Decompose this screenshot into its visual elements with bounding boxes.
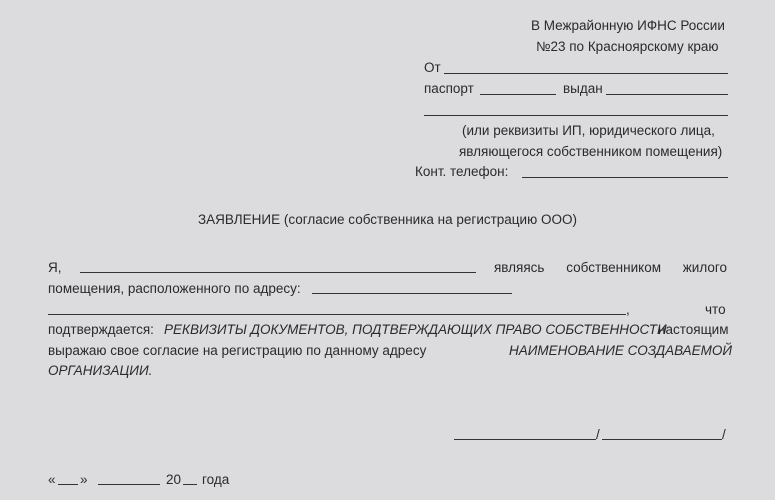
- passport-field-line: [480, 94, 556, 95]
- date-open-quote: «: [48, 472, 56, 487]
- that-text: что: [705, 302, 726, 317]
- issued-label: выдан: [563, 81, 603, 96]
- phone-label: Конт. телефон:: [415, 164, 509, 179]
- org-placeholder-2: ОРГАНИЗАЦИИ.: [48, 363, 153, 378]
- addressee-line-2: №23 по Красноярскому краю: [536, 39, 719, 54]
- requisites-note-line-1: (или реквизиты ИП, юридического лица,: [462, 123, 715, 138]
- premises-address-line: [312, 293, 512, 294]
- docs-placeholder: РЕКВИЗИТЫ ДОКУМЕНТОВ, ПОДТВЕРЖДАЮЩИХ ПРАВО СОБСТВЕННОСТИ: [164, 322, 667, 337]
- signature-slash-1: /: [596, 427, 600, 442]
- date-month-line: [98, 484, 160, 485]
- signature-line: [454, 439, 596, 440]
- being-owner-text: являясь собственником жилого: [494, 260, 727, 275]
- year-suffix: года: [202, 472, 230, 487]
- date-day-line: [58, 484, 78, 485]
- addressee-line-1: В Межрайонную ИФНС России: [531, 18, 725, 33]
- year-prefix: 20: [166, 472, 182, 487]
- phone-field-line: [522, 177, 728, 178]
- requisites-note-line-2: являющегося собственником помещения): [459, 144, 723, 159]
- i-label: Я,: [48, 260, 62, 275]
- from-label: От: [424, 60, 441, 75]
- from-field-line: [444, 73, 728, 74]
- passport-label: паспорт: [424, 81, 474, 96]
- premises-address-text: помещения, расположенного по адресу:: [48, 281, 301, 296]
- confirmed-by-text: подтверждается:: [48, 322, 154, 337]
- consent-text: выражаю свое согласие на регистрацию по данному адресу: [48, 343, 427, 358]
- address-field-line: [424, 115, 728, 116]
- date-close-quote: »: [80, 472, 88, 487]
- year-line: [183, 484, 197, 485]
- comma: ,: [626, 302, 630, 317]
- signature-slash-2: /: [722, 427, 726, 442]
- document-title: ЗАЯВЛЕНИЕ (согласие собственника на регистрацию ООО): [198, 212, 577, 227]
- org-placeholder-1: НАИМЕНОВАНИЕ СОЗДАВАЕМОЙ: [509, 343, 733, 358]
- signature-name-line: [602, 439, 722, 440]
- name-field-line: [80, 272, 476, 273]
- issued-field-line: [606, 94, 728, 95]
- premises-address-line-2: [48, 314, 626, 315]
- hereby-text: настоящим: [658, 322, 729, 337]
